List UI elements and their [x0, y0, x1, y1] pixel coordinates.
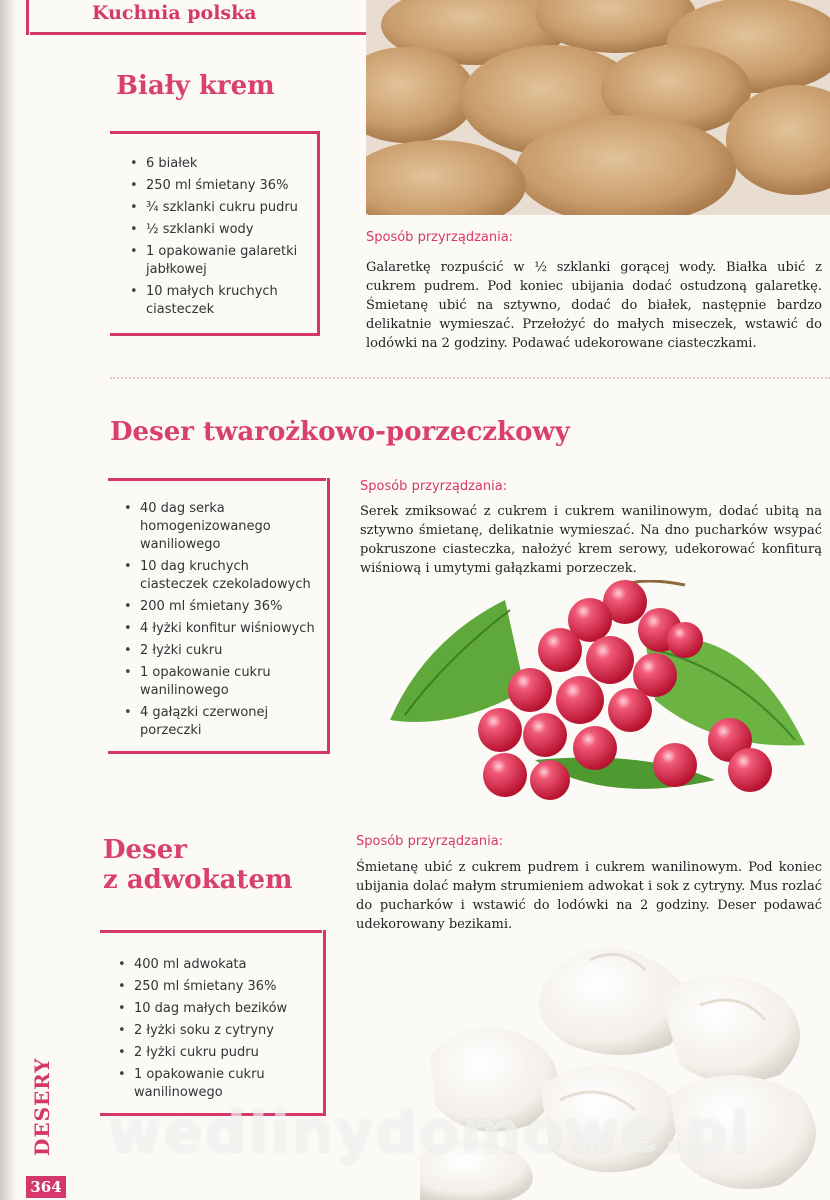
list-item: • 1 opakowanie cukru wanilinowego — [118, 1066, 318, 1102]
recipe-title — [103, 836, 293, 896]
recipe-title-line: Deser — [103, 835, 187, 865]
recipe-title: Deser twarożkowo-porzeczkowy — [110, 417, 570, 447]
list-item: • 2 łyżki soku z cytryny — [118, 1022, 318, 1040]
list-item: • ¾ szklanki cukru pudru — [130, 199, 305, 217]
ingredients-list — [118, 956, 318, 1106]
list-item: • 200 ml śmietany 36% — [124, 598, 319, 616]
section-title: Kuchnia polska — [92, 2, 257, 24]
recipe-title: Biały krem — [116, 71, 275, 101]
method-label: Sposób przyrządzania: — [360, 479, 508, 494]
page-binding-edge — [0, 0, 16, 1200]
list-item: • 1 opakowanie cukru wanilinowego — [124, 664, 319, 700]
list-item: • 10 dag małych bezików — [118, 1000, 318, 1018]
section-divider — [110, 377, 830, 379]
method-text: Serek zmiksować z cukrem i cukrem wanilinowym, dodać ubitą na sztywno śmietanę, delikatnie wymieszać. Na dno pucharków wsypać pokruszone ciasteczka, nałożyć krem serowy, udekorować konfiturą wiśniową i umytymi gałązkami porzeczek. — [360, 504, 822, 576]
list-item: • 250 ml śmietany 36% — [130, 177, 305, 195]
list-item: • 40 dag serka homogenizowanego waniliowego — [124, 500, 319, 554]
list-item: • 6 białek — [130, 155, 305, 173]
list-item: • 2 łyżki cukru — [124, 642, 319, 660]
chapter-side-label: DESERY — [30, 1057, 54, 1157]
method-label: Sposób przyrządzania: — [366, 230, 514, 245]
list-item: • 4 łyżki konfitur wiśniowych — [124, 620, 319, 638]
page-number: 364 — [26, 1176, 66, 1198]
header-rule — [30, 32, 370, 35]
method-text: Galaretkę rozpuścić w ½ szklanki gorącej wody. Białka ubić z cukrem pudrem. Pod koniec ubijania dodać ostudzoną galaretkę. Śmietanę ubić na sztywno, dodać do białek, następnie bardzo delikatnie wymieszać. Przełożyć do małych miseczek, wstawić do lodówki na 2 godziny. Podawać udekorowane ciasteczkami. — [366, 260, 822, 351]
ingredients-list — [124, 500, 319, 744]
list-item: • 10 małych kruchych ciasteczek — [130, 283, 305, 319]
ingredients-list — [130, 155, 305, 323]
list-item: • 250 ml śmietany 36% — [118, 978, 318, 996]
list-item: • 1 opakowanie galaretki jabłkowej — [130, 243, 305, 279]
list-item: • ½ szklanki wody — [130, 221, 305, 239]
method-text: Śmietanę ubić z cukrem pudrem i cukrem wanilinowym. Pod koniec ubijania dolać małym strumieniem adwokat i sok z cytryny. Mus rozlać do pucharków i wstawić do lodówki na 2 godziny. Deser podawać udekorowany bezikami. — [356, 860, 822, 932]
method-label: Sposób przyrządzania: — [356, 834, 504, 849]
recipe-title-line: z adwokatem — [103, 864, 293, 895]
list-item: • 4 gałązki czerwonej porzeczki — [124, 704, 319, 740]
watermark: wedlinydomowe.pl — [108, 1098, 752, 1166]
currants-photo — [385, 580, 810, 805]
list-item: • 2 łyżki cukru pudru — [118, 1044, 318, 1062]
list-item: • 10 dag kruchych ciasteczek czekoladowych — [124, 558, 319, 594]
header-tick — [26, 0, 29, 35]
cookies-photo — [366, 0, 830, 215]
list-item: • 400 ml adwokata — [118, 956, 318, 974]
